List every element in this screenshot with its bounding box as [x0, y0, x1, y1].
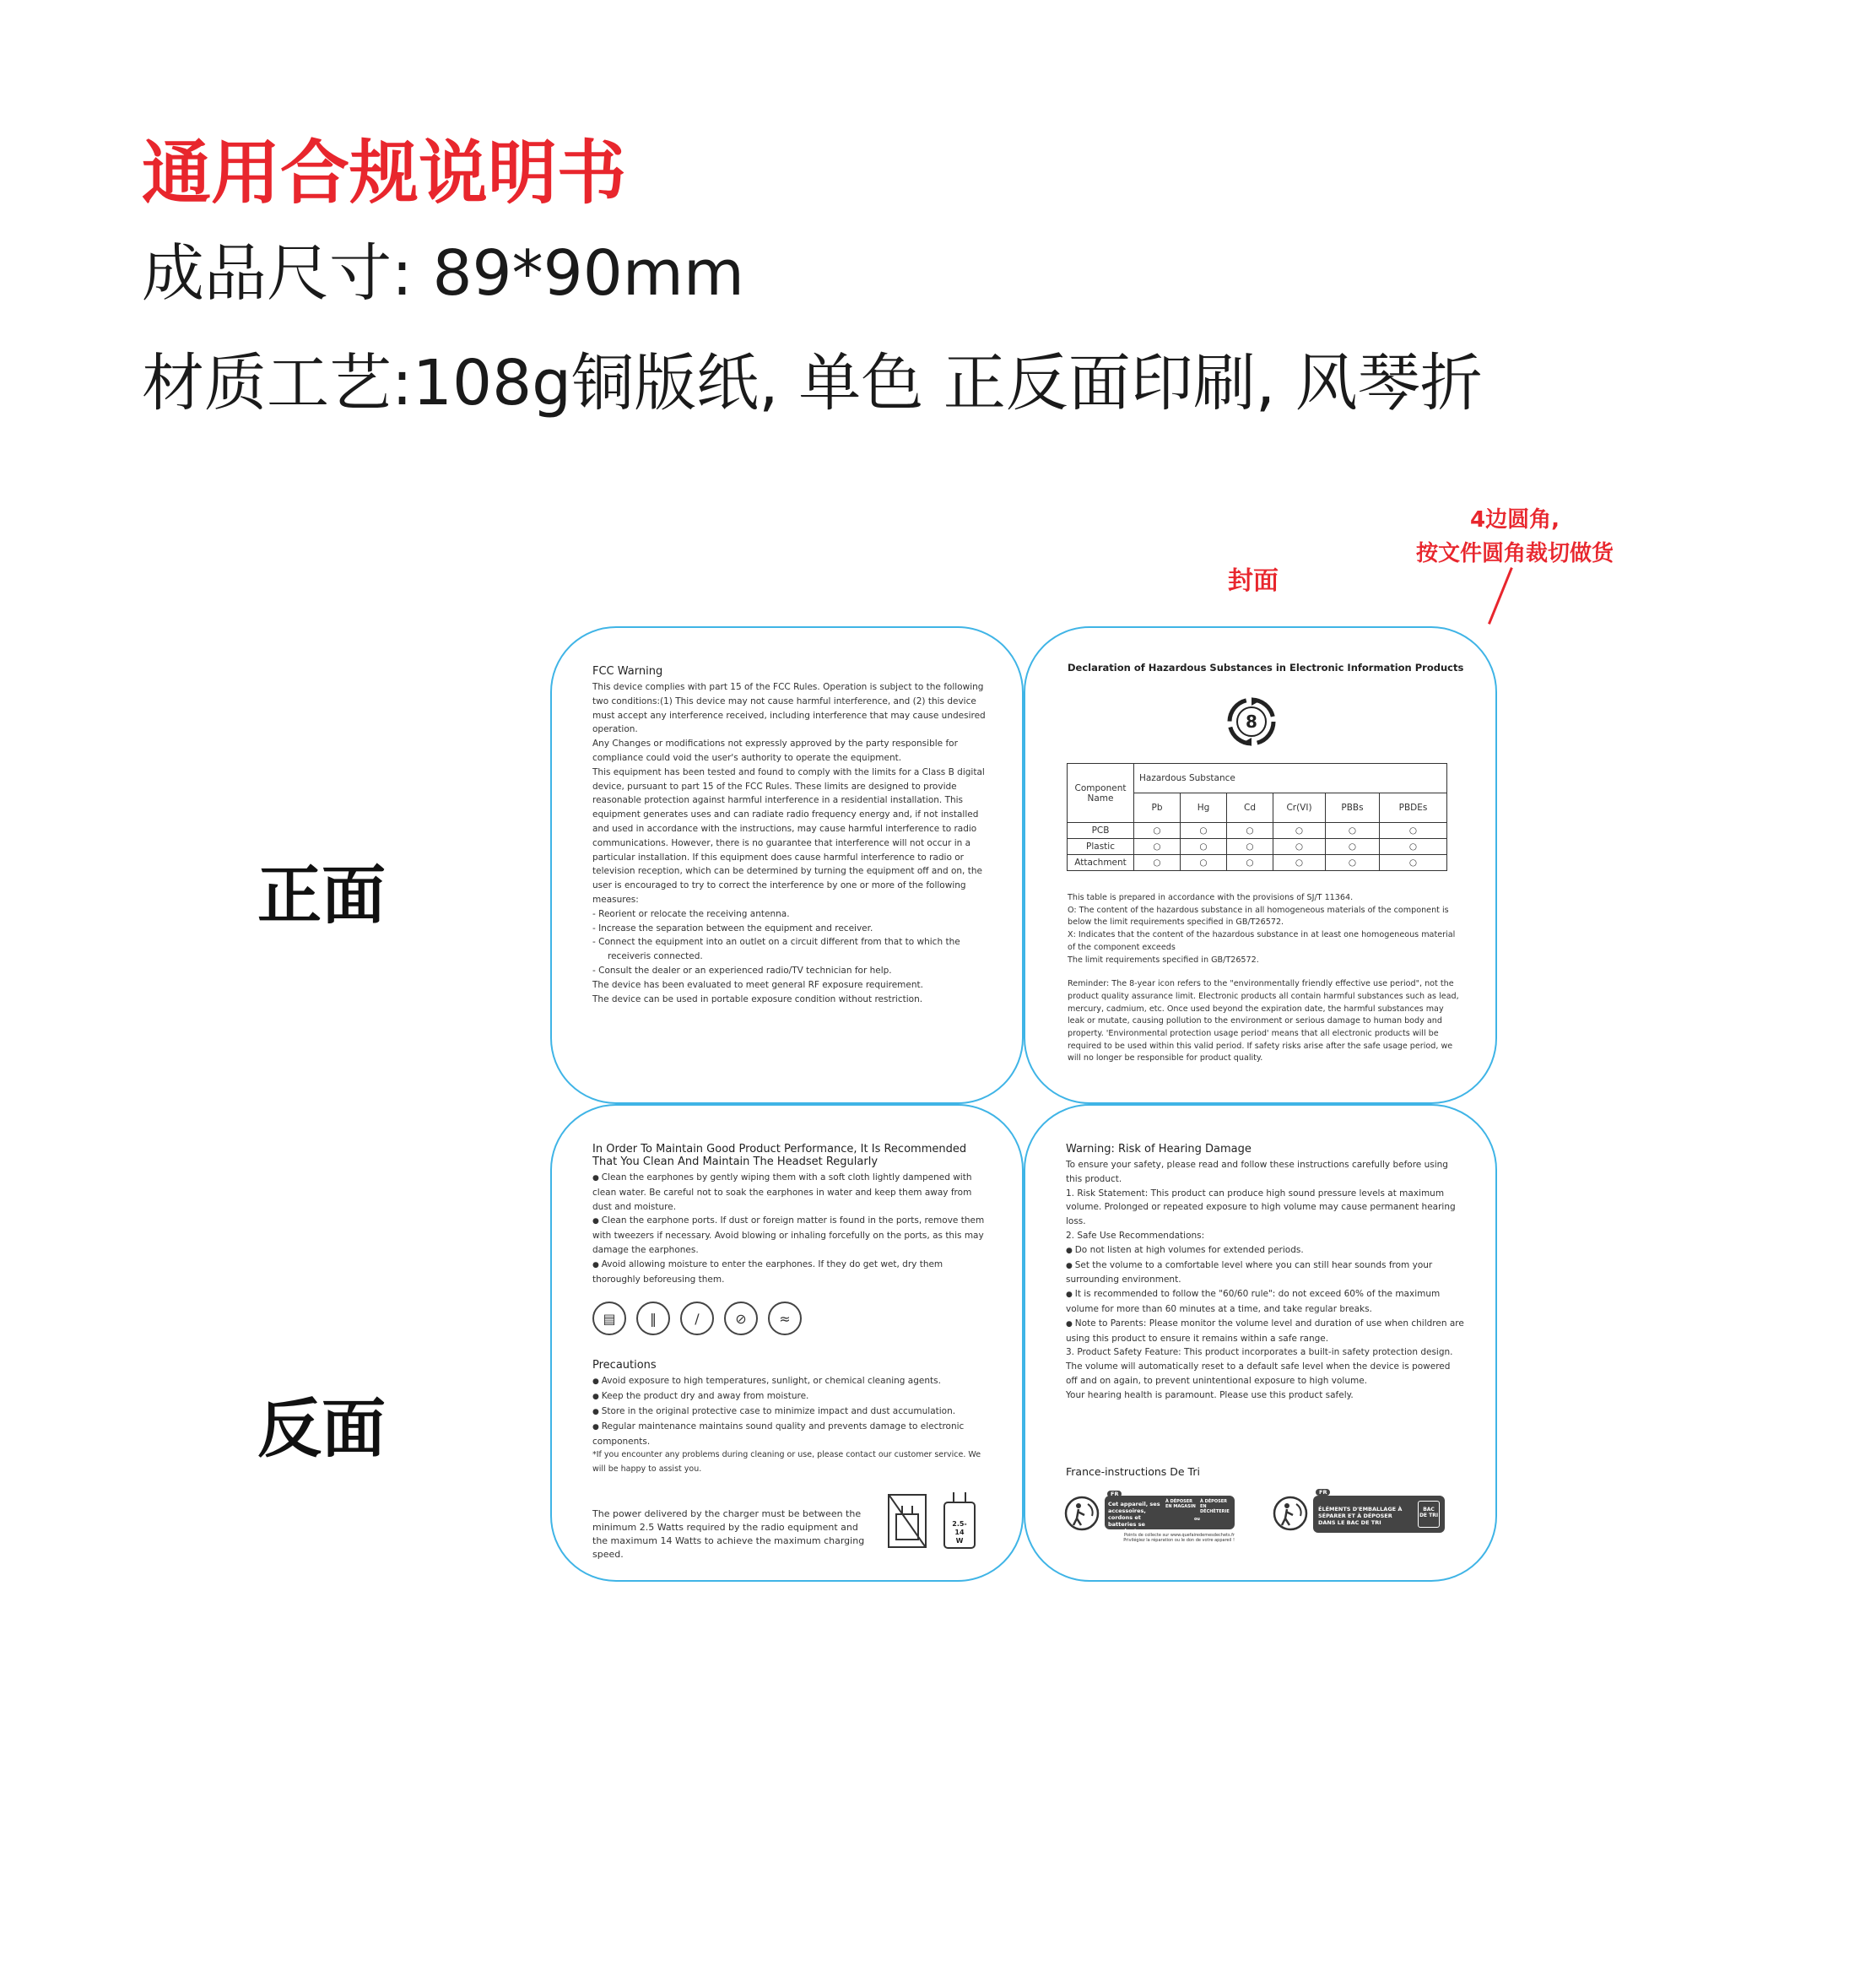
cleaning-heading-2: That You Clean And Maintain The Headset Regularly: [592, 1155, 879, 1168]
panel-hearing-warning: [1024, 1104, 1497, 1582]
fcc-paragraph: This device complies with part 15 of the FCC Rules. Operation is subject to the following two conditions:(1) This device may not cause harmful interference, and (2) this device must accept any interference received, including interference that may cause undesired operation.: [592, 682, 986, 735]
substance-col: PBDEs: [1380, 793, 1447, 823]
water-drop-icon: ⊘: [724, 1302, 758, 1335]
mark-cell: ○: [1134, 823, 1181, 839]
hearing-line: 1. Risk Statement: This product can produce high sound pressure levels at maximum volume. Prolonged or repeated exposure to high volume may cause permanent hearing loss.: [1066, 1188, 1456, 1227]
cleaning-item: ● Clean the earphones by gently wiping them with a soft cloth lightly dampened with clean water. Be careful not to soak the earphones in water and keep them away from dust and moisture.: [592, 1171, 991, 1214]
component-name: Attachment: [1068, 855, 1134, 871]
back-label: 反面: [257, 1391, 386, 1466]
table-row: [1068, 839, 1447, 855]
hearing-bullet: ● Do not listen at high volumes for extended periods.: [1066, 1243, 1464, 1258]
fcc-closing: The device can be used in portable exposure condition without restriction.: [592, 993, 923, 1004]
triman-left-box: [1105, 1491, 1235, 1534]
no-charger-icon: [888, 1494, 927, 1548]
triman-left-col2: À DÉPOSER EN DÉCHÈTERIE: [1200, 1499, 1230, 1514]
triman-left-text: Cet appareil, ses accessoires, cordons et batteries se recyclent: [1108, 1501, 1160, 1534]
recycling-bin-icon: BAC DE TRI: [1418, 1501, 1440, 1528]
triman-title: France-instructions De Tri: [1066, 1465, 1200, 1478]
precautions-heading: Precautions: [592, 1359, 657, 1372]
component-name: Plastic: [1068, 839, 1134, 855]
triman-left-col1: À DÉPOSER EN MAGASIN: [1165, 1499, 1196, 1509]
table-row: [1068, 855, 1447, 871]
reminder: Reminder: The 8-year icon refers to the "environmentally friendly effective use period", not the product quality assurance limit. Electronic products all contain harmful substances such as lead, mercury, cadmium, etc. Once used beyond the expiration date, the harmful substances may leak or mutate, causing pollution to the environment or serious damage to human body and property. 'Environmental protection usage period' means that all electronic products will be required to be used within this valid period. If safety risks arise after the safe usage period, we will no longer be responsible for product quality.: [1068, 979, 1459, 1063]
precaution-item: ● Regular maintenance maintains sound quality and prevents damage to electronic components.: [592, 1420, 991, 1449]
note-line: The limit requirements specified in GB/T26572.: [1068, 955, 1259, 965]
triman-right-text: ÉLÉMENTS D'EMBALLAGE À SÉPARER ET À DÉPOSER DANS LE BAC DE TRI: [1318, 1506, 1403, 1526]
corner-pointer-line: [1488, 567, 1513, 625]
mark-cell: ○: [1380, 823, 1447, 839]
hearing-line: Your hearing health is paramount. Please use this product safely.: [1066, 1389, 1354, 1400]
hearing-bullet: ● Set the volume to a comfortable level where you can still hear sounds from your surrounding environment.: [1066, 1258, 1464, 1288]
cotton-swab-icon: ‖: [636, 1302, 670, 1335]
triman-right-box: [1313, 1489, 1445, 1533]
fcc-paragraph: Any Changes or modifications not expressly approved by the party responsible for compliance could void the user's authority to operate the equipment.: [592, 739, 958, 763]
moisture-icon: ≈: [768, 1302, 802, 1335]
note-line: X: Indicates that the content of the hazardous substance in at least one homogeneous material of the component exceeds: [1068, 930, 1456, 952]
substance-header: Hazardous Substance: [1134, 764, 1447, 793]
material-process: 材质工艺:108g铜版纸, 单色 正反面印刷, 风琴折: [142, 347, 1483, 419]
mark-cell: ○: [1326, 855, 1380, 871]
panel-hazardous-substances: [1024, 626, 1497, 1104]
substance-col: Cr(VI): [1273, 793, 1326, 823]
charger-unit: W: [955, 1537, 964, 1545]
triman-left-or: ou: [1194, 1517, 1200, 1522]
mark-cell: ○: [1273, 855, 1326, 871]
hearing-line: 3. Product Safety Feature: This product incorporates a built-in safety protection design. The volume will automatically reset to a default safe level when the device is powered off and on again, to prevent unintentional exposure to high volume.: [1066, 1347, 1453, 1386]
fcc-body: [592, 680, 991, 1006]
cleaning-item: ● Avoid allowing moisture to enter the earphones. If they do get wet, dry them thoroughly beforeusing them.: [592, 1258, 991, 1287]
triman-logo-icon: [1064, 1496, 1100, 1531]
cleaning-item: ● Clean the earphone ports. If dust or foreign matter is found in the ports, remove them with tweezers if necessary. Avoid blowing or inhaling forcefully on the ports, as this may damage the earphones.: [592, 1214, 991, 1257]
mark-cell: ○: [1227, 823, 1273, 839]
cloth-icon: ▤: [592, 1302, 626, 1335]
corner-note-line-2: 按文件圆角裁切做货: [1415, 541, 1614, 566]
hazardous-title: Declaration of Hazardous Substances in Electronic Information Products: [1068, 662, 1464, 674]
mark-cell: ○: [1273, 823, 1326, 839]
corner-note: [1392, 503, 1637, 571]
triman-left-footer: Points de collecte sur www.quefairedemesdechets.fr Privilégiez la réparation ou le don de votre appareil !: [1123, 1533, 1235, 1543]
fcc-measure: - Connect the equipment into an outlet on a circuit different from that to which the receiveris connected.: [592, 937, 960, 962]
eco-number: 8: [1246, 712, 1257, 732]
substance-col: Pb: [1134, 793, 1181, 823]
note-line: O: The content of the hazardous substance in all homogeneous materials of the component is below the limit requirements specified in GB/T26572.: [1068, 905, 1449, 928]
triman-logo-icon: [1273, 1496, 1308, 1531]
mark-cell: ○: [1380, 855, 1447, 871]
hearing-bullet: ● Note to Parents: Please monitor the volume level and duration of use when children are using this product to ensure it remains within a safe range.: [1066, 1317, 1464, 1346]
fcc-measure: - Reorient or relocate the receiving antenna.: [592, 908, 790, 919]
substance-col: Hg: [1181, 793, 1227, 823]
substance-col: PBBs: [1326, 793, 1380, 823]
component-name: PCB: [1068, 823, 1134, 839]
cover-label: 封面: [1228, 566, 1279, 596]
mark-cell: ○: [1326, 839, 1380, 855]
precaution-item: ● Store in the original protective case to minimize impact and dust accumulation.: [592, 1404, 991, 1420]
mark-cell: ○: [1273, 839, 1326, 855]
panel-cleaning: [550, 1104, 1024, 1582]
mark-cell: ○: [1181, 823, 1227, 839]
hearing-line: 2. Safe Use Recommendations:: [1066, 1230, 1205, 1241]
fcc-heading: FCC Warning: [592, 665, 663, 678]
power-note: The power delivered by the charger must be between the minimum 2.5 Watts required by the radio equipment and the maximum 14 Watts to achieve the maximum charging speed.: [592, 1508, 865, 1560]
mark-cell: ○: [1181, 839, 1227, 855]
fcc-closing: The device has been evaluated to meet general RF exposure requirement.: [592, 979, 923, 990]
support-note: *If you encounter any problems during cleaning or use, please contact our customer service. We will be happy to assist you.: [592, 1450, 981, 1475]
fcc-measure: - Consult the dealer or an experienced radio/TV technician for help.: [592, 965, 892, 976]
charger-range: 2.5-14: [952, 1520, 967, 1536]
hearing-line: To ensure your safety, please read and follow these instructions carefully before using this product.: [1066, 1160, 1448, 1184]
hazardous-table: [1067, 763, 1447, 871]
substance-col: Cd: [1227, 793, 1273, 823]
finished-size: 成品尺寸: 89*90mm: [142, 237, 744, 310]
mark-cell: ○: [1227, 855, 1273, 871]
table-row: [1068, 823, 1447, 839]
hazardous-notes: [1068, 892, 1460, 1065]
mark-cell: ○: [1134, 855, 1181, 871]
mark-cell: ○: [1326, 823, 1380, 839]
triman-right-tag: FR: [1316, 1489, 1330, 1496]
component-header: Component Name: [1068, 764, 1134, 823]
fcc-measure: - Increase the separation between the equipment and receiver.: [592, 923, 873, 934]
front-label: 正面: [257, 858, 386, 933]
mark-cell: ○: [1134, 839, 1181, 855]
charger-rating: [948, 1520, 971, 1545]
note-line: This table is prepared in accordance with the provisions of SJ/T 11364.: [1068, 893, 1354, 902]
triman-left-tag: FR: [1107, 1491, 1122, 1497]
mark-cell: ○: [1227, 839, 1273, 855]
corner-note-line-1: 4边圆角,: [1470, 507, 1560, 533]
fcc-paragraph: This equipment has been tested and found to comply with the limits for a Class B digital device, pursuant to part 15 of the FCC Rules. These limits are designed to provide reasonable protection against harmful interference in a residential installation. This equipment generates uses and can radiate radio frequency energy and, if not installed and used in accordance with the instructions, may cause harmful interference to radio communications. However, there is no guarantee that interference will not occur in a particular installation. If this equipment does cause harmful interference to radio or television reception, which can be determined by turning the equipment off and on, the user is encouraged to try to correct the interference by one or more of the following measures:: [592, 766, 985, 905]
hearing-bullet: ● It is recommended to follow the "60/60 rule": do not exceed 60% of the maximum volume for more than 60 minutes at a time, and take regular breaks.: [1066, 1287, 1464, 1317]
page-title: 通用合规说明书: [142, 133, 627, 214]
precaution-item: ● Avoid exposure to high temperatures, sunlight, or chemical cleaning agents.: [592, 1374, 991, 1389]
mark-cell: ○: [1181, 855, 1227, 871]
hearing-heading: Warning: Risk of Hearing Damage: [1066, 1143, 1252, 1155]
care-icons: [592, 1302, 991, 1335]
mark-cell: ○: [1380, 839, 1447, 855]
tweezers-icon: ∕: [680, 1302, 714, 1335]
eco-8-year-icon: [1225, 695, 1278, 748]
panel-fcc: [550, 626, 1024, 1104]
precaution-item: ● Keep the product dry and away from moisture.: [592, 1389, 991, 1404]
cleaning-heading-1: In Order To Maintain Good Product Performance, It Is Recommended: [592, 1143, 967, 1155]
